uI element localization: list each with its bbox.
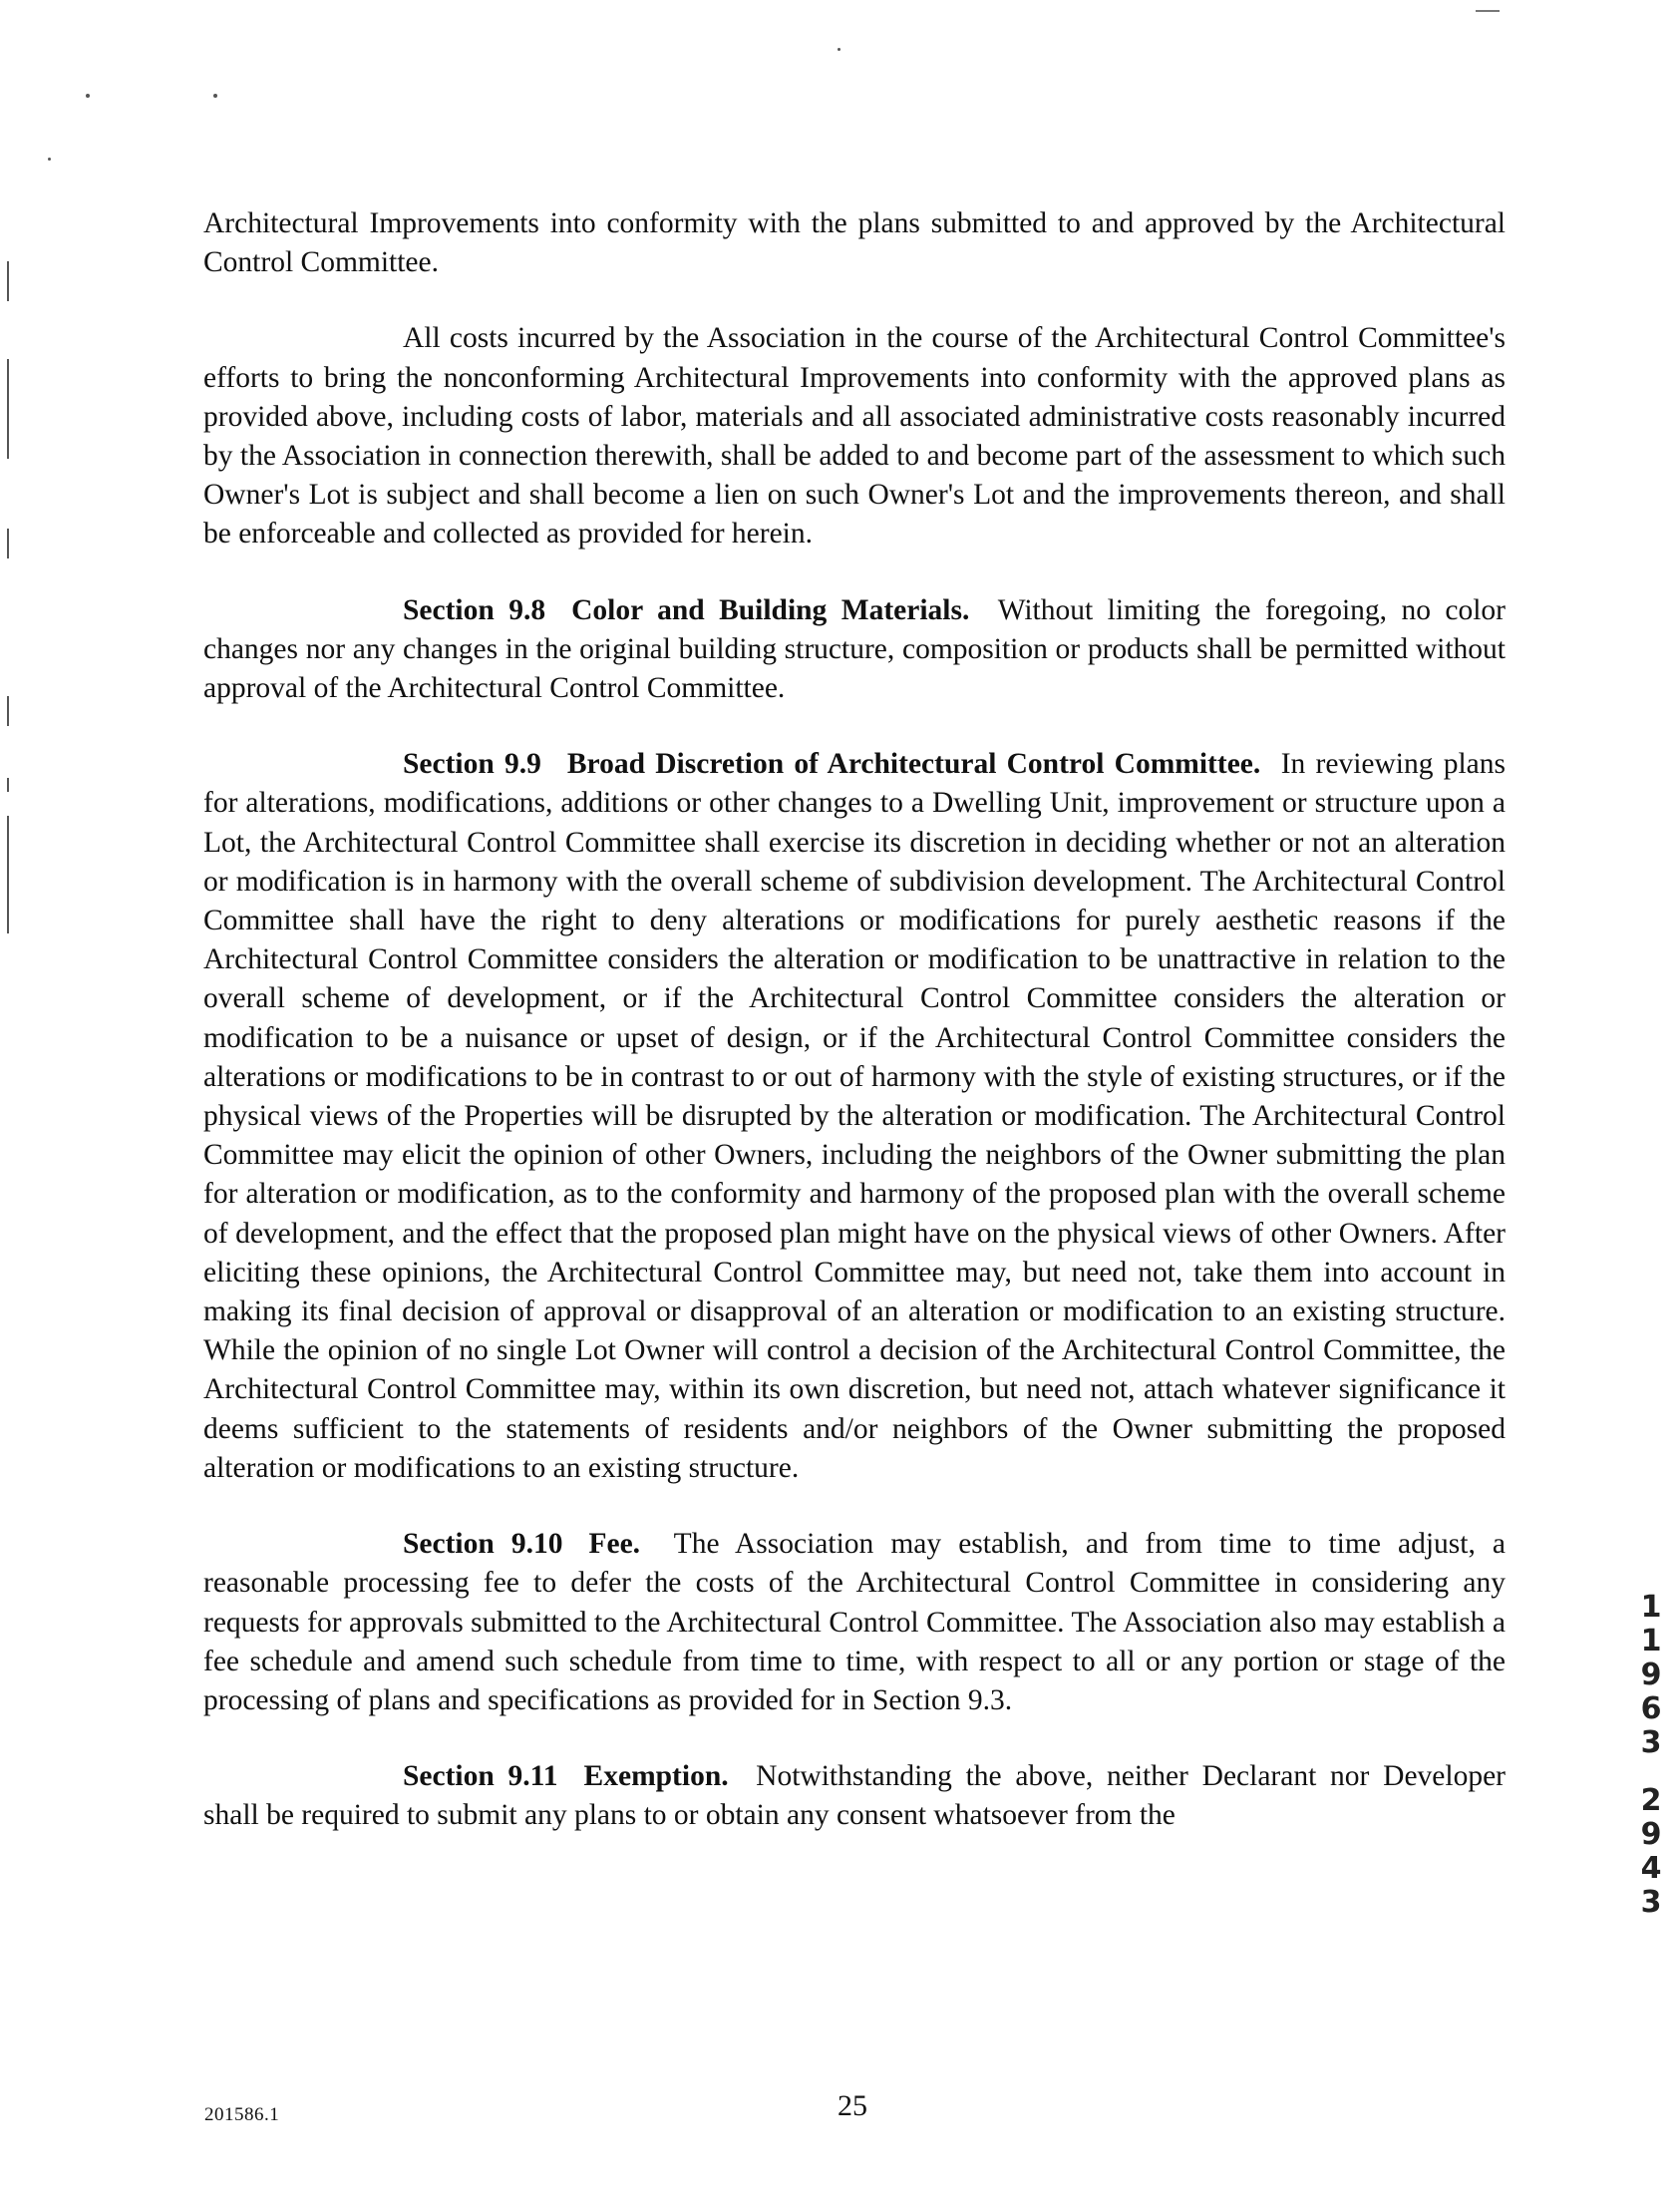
- margin-bar: [7, 816, 9, 933]
- recording-stamp: [1635, 1591, 1667, 1920]
- stamp-digit: 9: [1640, 1817, 1662, 1852]
- section-title: Broad Discretion of Architectural Control Committee.: [566, 748, 1261, 781]
- section-number: Section 9.10: [403, 1528, 563, 1561]
- section-number: Section 9.8: [403, 593, 546, 626]
- stamp-digit: 9: [1640, 1657, 1662, 1692]
- document-body: [203, 204, 1506, 1873]
- section-number: Section 9.11: [403, 1760, 558, 1793]
- scan-mark: [1476, 10, 1500, 12]
- margin-bar: [7, 778, 9, 792]
- continuation-paragraph: Architectural Improvements into conformity with the plans submitted to and approved by the Architectural Control Committee.: [203, 207, 1506, 279]
- document-id: 201586.1: [204, 2104, 280, 2125]
- margin-bar: [7, 261, 9, 301]
- scan-speck: [86, 94, 90, 98]
- section-text: The Association may establish, and from time to time adjust, a reasonable processing fee to defer the costs of the Architectural Control Committee in considering any requests for approvals submitted to the Architectural Control Committee. The Association also may establish a fee schedule and amend such schedule from time to time, with respect to all or any portion or stage of the processing of plans and specifications as provided for in Section 9.3.: [203, 1528, 1506, 1716]
- costs-paragraph: All costs incurred by the Association in the course of the Architectural Control Committee's efforts to bring the nonconforming Architectural Improvements into conformity with the approved plans as provided above, including costs of labor, materials and all associated administrative costs reasonably incurred by the Association in connection therewith, shall be added to and become part of the assessment to which such Owner's Lot is subject and shall become a lien on such Owner's Lot and the improvements thereon, and shall be enforceable and collected as provided for herein.: [203, 322, 1506, 551]
- scan-speck: [838, 48, 840, 51]
- margin-bar: [7, 359, 9, 459]
- stamp-digit: 6: [1640, 1691, 1662, 1726]
- stamp-digit: 3: [1640, 1885, 1662, 1920]
- stamp-digit: 2: [1640, 1783, 1662, 1818]
- section-text: In reviewing plans for alterations, modifications, additions or other changes to a Dwelling Unit, improvement or structure upon a Lot, the Architectural Control Committee shall exercise its discretion in deciding whether or not an alteration or modification is in harmony with the overall scheme of subdivision development. The Architectural Control Committee shall have the right to deny alterations or modifications for purely aesthetic reasons if the Architectural Control Committee considers the alteration or modification to be unattractive in relation to the overall scheme of development, or if the Architectural Control Committee considers the alteration or modification to be a nuisance or upset of design, or if the Architectural Control Committee considers the alterations or modifications to be in contrast to or out of harmony with the style of existing structures, or if the physical views of the Properties will be disrupted by the alteration or modification. The Architectural Control Committee may elicit the opinion of other Owners, including the neighbors of the Owner submitting the plan for alteration or modification, as to the conformity and harmony of the proposed plan with the overall scheme of development, and the effect that the proposed plan might have on the physical views of other Owners. After eliciting these opinions, the Architectural Control Committee may, but need not, take them into account in making its final decision of approval or disapproval of an alteration or modification to an existing structure. While the opinion of no single Lot Owner will control a decision of the Architectural Control Committee, the Architectural Control Committee may, within its own discretion, but need not, attach whatever significance it deems sufficient to the statements of residents and/or neighbors of the Owner submitting the proposed alteration or modifications to an existing structure.: [203, 748, 1506, 1484]
- section-9-11: [203, 1757, 1506, 1835]
- section-number: Section 9.9: [403, 748, 541, 781]
- scan-speck: [48, 158, 51, 161]
- stamp-digit: 4: [1640, 1851, 1662, 1886]
- section-9-10: [203, 1525, 1506, 1720]
- stamp-gap: [1635, 1760, 1667, 1784]
- section-9-8: [203, 591, 1506, 709]
- stamp-digit: 1: [1640, 1590, 1662, 1625]
- margin-bar: [7, 529, 9, 558]
- section-9-9: [203, 745, 1506, 1488]
- section-title: Fee.: [588, 1528, 641, 1561]
- stamp-digit: 3: [1640, 1725, 1662, 1760]
- margin-bar: [7, 696, 9, 726]
- page-number: 25: [838, 2089, 867, 2122]
- stamp-digit: 1: [1640, 1624, 1662, 1658]
- section-text: Notwithstanding the above, neither Declarant nor Developer shall be required to submit any plans to or obtain any consent whatsoever from the: [203, 1760, 1506, 1832]
- scan-speck: [213, 94, 217, 98]
- section-title: Color and Building Materials.: [571, 593, 970, 626]
- section-title: Exemption.: [583, 1760, 729, 1793]
- section-text: Without limiting the foregoing, no color changes nor any changes in the original building structure, composition or products shall be permitted without approval of the Architectural Control Committee.: [203, 593, 1506, 705]
